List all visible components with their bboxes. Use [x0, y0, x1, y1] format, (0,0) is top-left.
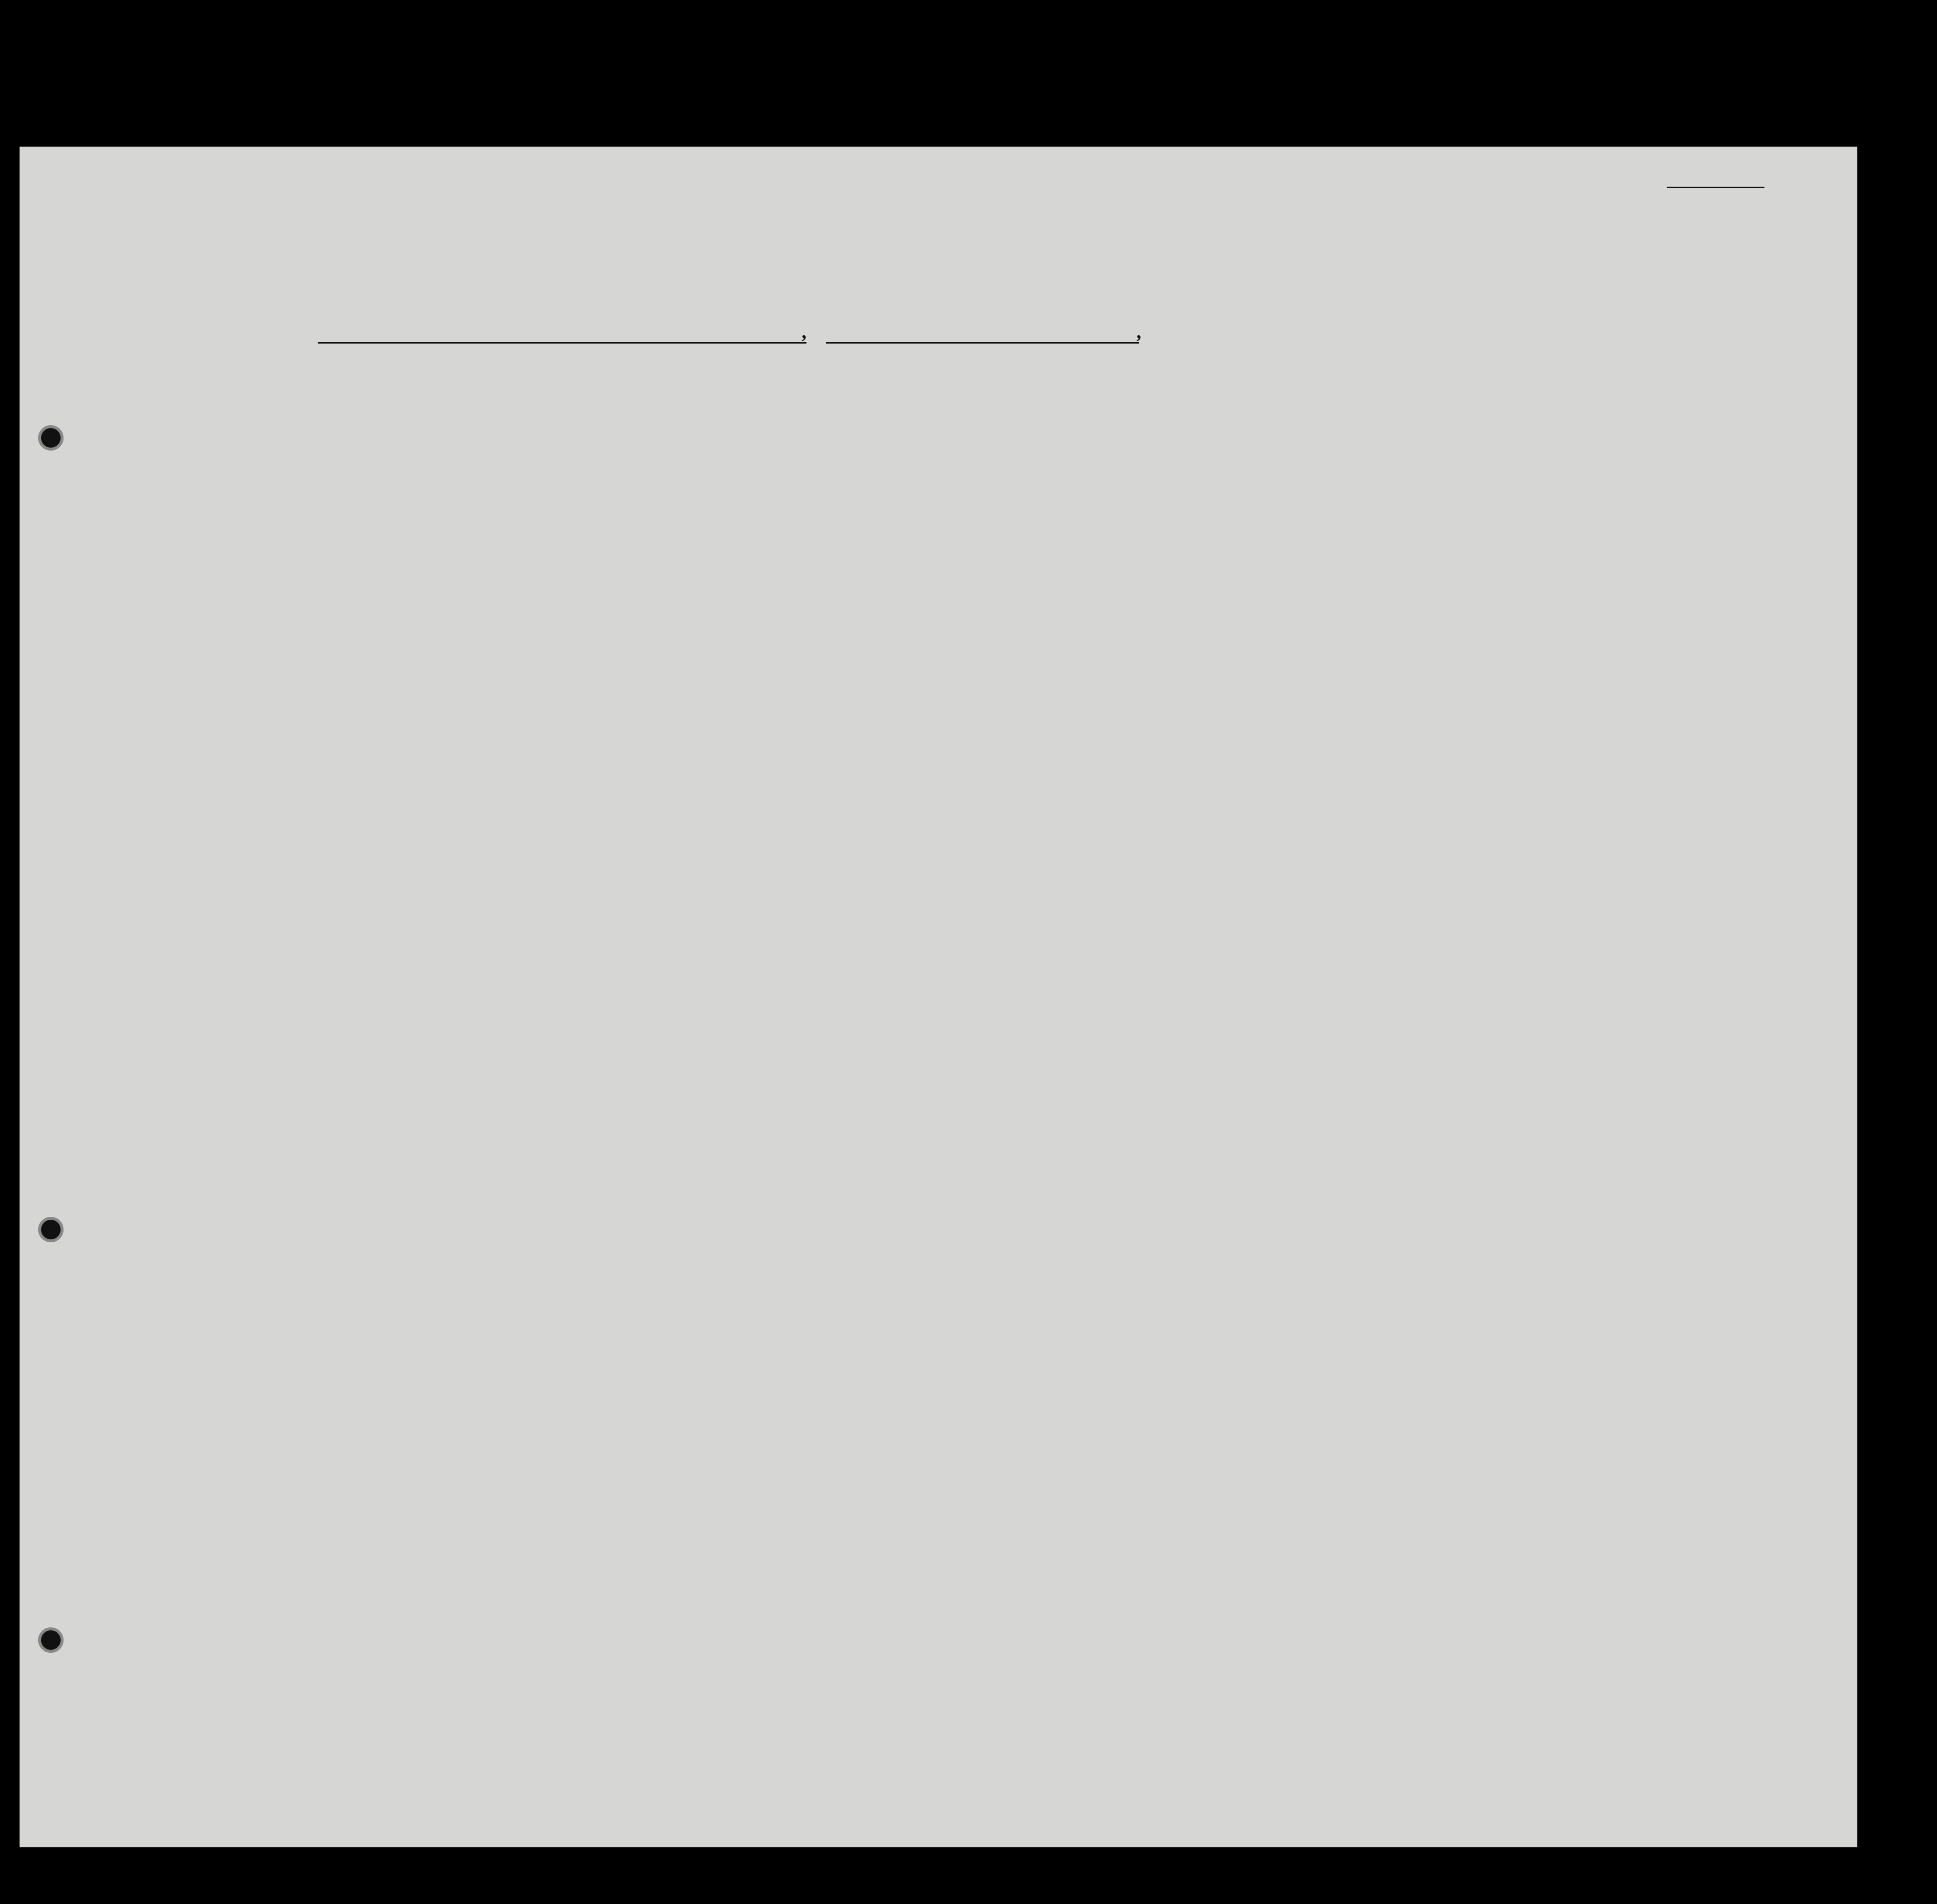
date-line: [826, 342, 1139, 344]
comma: ,: [802, 321, 806, 343]
port-line: [318, 342, 806, 344]
punch-hole: [38, 1627, 64, 1653]
comma: ,: [1136, 321, 1141, 343]
punch-hole: [38, 1217, 64, 1242]
list-line: [1667, 187, 1764, 188]
punch-hole: [38, 425, 64, 451]
manifest-sheet: [20, 147, 1857, 1847]
